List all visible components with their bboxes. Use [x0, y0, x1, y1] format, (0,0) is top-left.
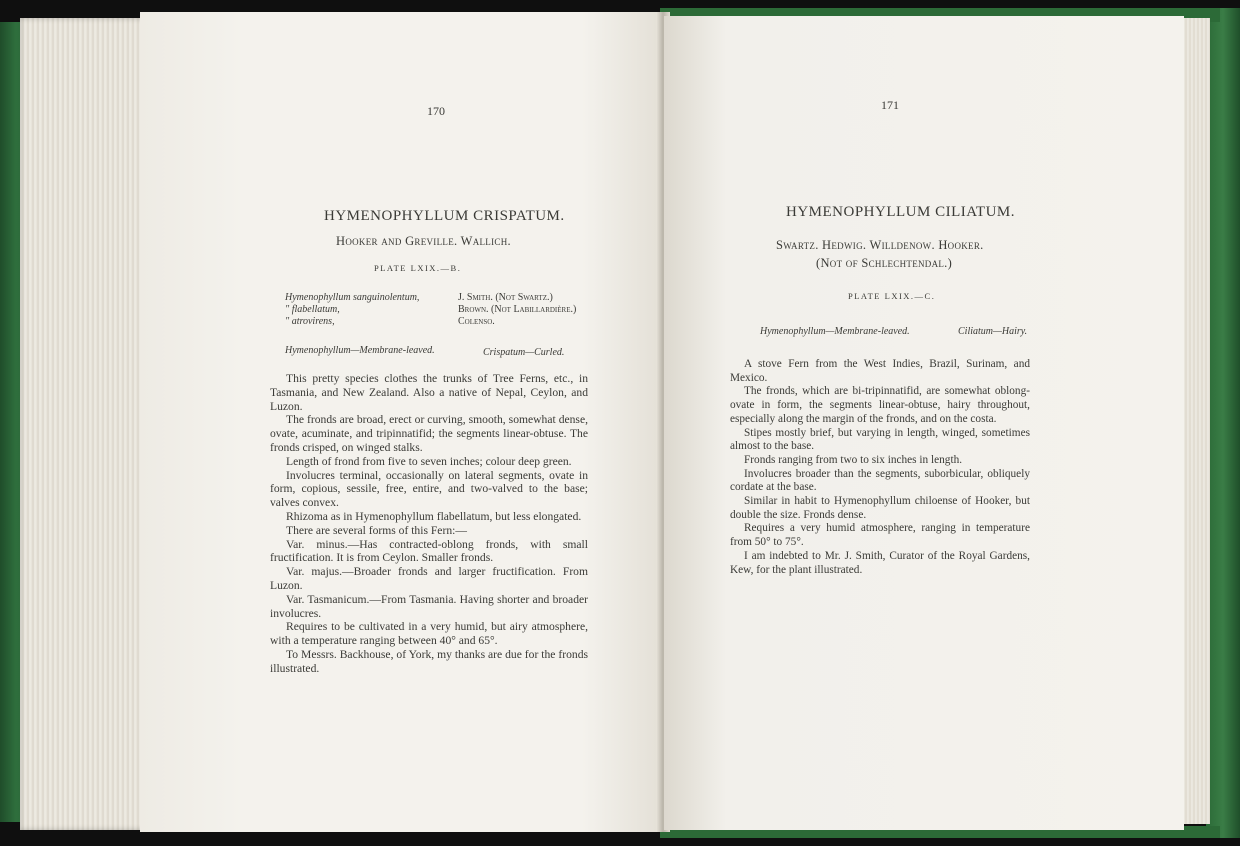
- paragraph: Requires to be cultivated in a very humid, but airy atmosphere, with a temperature ranging between 40° and 65°.: [270, 620, 588, 648]
- paragraph: Fronds ranging from two to six inches in length.: [744, 453, 963, 466]
- paragraph: Length of frond from five to seven inches; colour deep green.: [286, 454, 572, 468]
- right-page: [664, 16, 1184, 830]
- paragraph: There are several forms of this Fern:—: [286, 523, 467, 537]
- paragraph: Var. minus.—Has contracted-oblong fronds, with small fructification. It is from Ceylon. Smaller fronds.: [270, 537, 588, 565]
- book-cover-right: [1206, 8, 1240, 838]
- page-number: 170: [427, 104, 445, 118]
- synonym-item: " flabellatum,: [285, 304, 340, 315]
- authors: Hooker and Greville. Wallich.: [336, 234, 511, 248]
- page-edges-left: [20, 18, 150, 830]
- paragraph: A stove Fern from the West Indies, Brazil, Surinam, and Mexico.: [730, 358, 1030, 384]
- paragraph: Stipes mostly brief, but varying in length, winged, sometimes almost to the base.: [730, 426, 1030, 453]
- paragraph: Involucres terminal, occasionally on lateral segments, ovate in form, copious, sessile, free, entire, and two-valved to the base; valves convex.: [270, 468, 588, 510]
- paragraph: This pretty species clothes the trunks of Tree Ferns, etc., in Tasmania, and New Zealand. Also a native of Nepal, Ceylon, and Luzon.: [270, 372, 588, 413]
- synonym-authority: J. Smith. (Not Swartz.): [458, 292, 553, 303]
- paragraph: Rhizoma as in Hymenophyllum flabellatum, but less elongated.: [286, 509, 582, 523]
- paragraph: Involucres broader than the segments, suborbicular, obliquely cordate at the base.: [730, 467, 1030, 494]
- synonym-authority: Colenso.: [458, 316, 495, 327]
- synonym-authorities: [458, 292, 658, 328]
- left-page: [140, 12, 660, 832]
- etymology-species: Crispatum—Curled.: [483, 347, 565, 358]
- paragraph: The fronds, which are bi-tripinnatifid, are somewhat oblong-ovate in form, the segments linear-obtuse, hairy throughout, especially along the margin of the fronds, and on the costa.: [730, 385, 1030, 425]
- etymology-genus: Hymenophyllum—Membrane-leaved.: [285, 345, 435, 356]
- paragraph: Var. majus.—Broader fronds and larger fructification. From Luzon.: [270, 565, 588, 592]
- synonym-item: Hymenophyllum sanguinolentum,: [285, 292, 420, 303]
- page-number: 171: [881, 98, 899, 112]
- paragraph: Var. Tasmanicum.—From Tasmania. Having shorter and broader involucres.: [270, 592, 588, 620]
- etymology-species: Ciliatum—Hairy.: [958, 326, 1028, 337]
- paragraph: Requires a very humid atmosphere, ranging in temperature from 50° to 75°.: [730, 522, 1030, 549]
- authors: Swartz. Hedwig. Willdenow. Hooker.: [776, 238, 984, 252]
- text-body: [270, 372, 588, 676]
- etymology-genus: Hymenophyllum—Membrane-leaved.: [760, 326, 910, 337]
- plant-title: HYMENOPHYLLUM CILIATUM.: [786, 204, 1015, 220]
- synonym-authority: Brown. (Not Labillardière.): [458, 304, 577, 315]
- plate-label: PLATE LXIX.—C.: [848, 291, 936, 301]
- synonym-list: [285, 292, 455, 328]
- synonym-item: " atrovirens,: [285, 316, 335, 327]
- page-edges-right: [1180, 18, 1210, 824]
- paragraph: The fronds are broad, erect or curving, smooth, somewhat dense, ovate, acuminate, and tripinnatifid; the segments linear-obtuse. The fronds crisped, on winged stalks.: [270, 413, 588, 454]
- plant-title: HYMENOPHYLLUM CRISPATUM.: [324, 208, 565, 224]
- authors-note: (Not of Schlechtendal.): [816, 256, 953, 270]
- paragraph: I am indebted to Mr. J. Smith, Curator of the Royal Gardens, Kew, for the plant illustrated.: [730, 549, 1030, 576]
- paragraph: Similar in habit to Hymenophyllum chiloense of Hooker, but double the size. Fronds dense.: [730, 495, 1030, 521]
- paragraph: To Messrs. Backhouse, of York, my thanks are due for the fronds illustrated.: [270, 647, 588, 675]
- text-body: [730, 358, 1030, 577]
- plate-label: PLATE LXIX.—B.: [374, 263, 462, 273]
